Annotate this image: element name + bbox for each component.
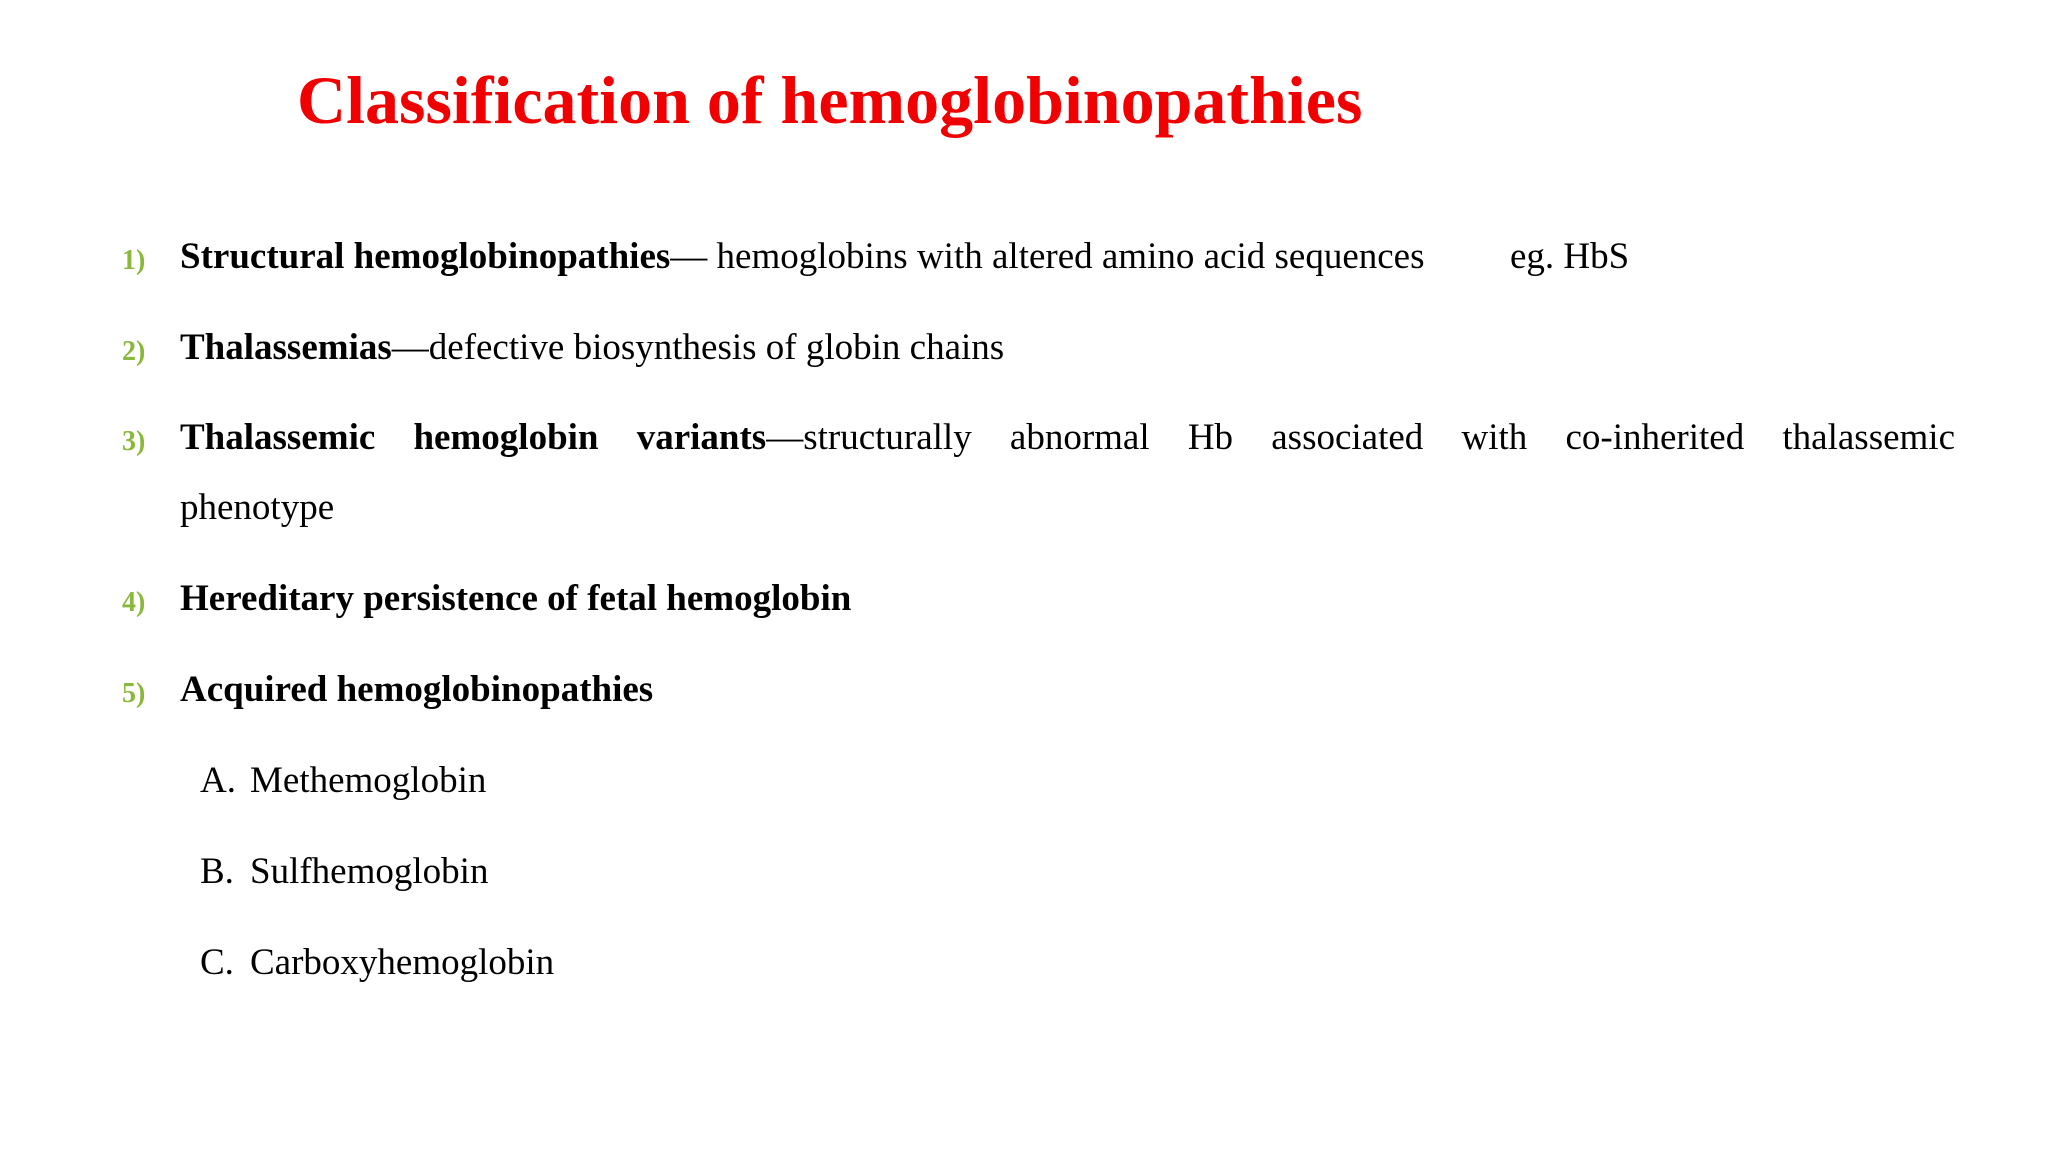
list-item-word: —structurally [766,417,972,458]
list-item-word: associated [1271,417,1424,458]
list-item-term-word: hemoglobin [413,417,599,458]
list-item-word: abnormal [1009,417,1150,458]
list-number: 5) [122,678,146,709]
list-item-word: thalassemic [1782,417,1955,458]
list-item-term-word: variants [636,417,767,458]
sub-item-label: Methemoglobin [250,760,487,801]
list-item-word: Hb [1187,417,1234,458]
list-item-term-word-group [637,418,972,458]
list-item-term: Acquired hemoglobinopathies [180,669,654,710]
list-item-term: Structural hemoglobinopathies [180,236,671,277]
list-item-text [180,328,1004,368]
list-number: 4) [122,587,146,618]
sub-item-a [200,761,486,801]
sub-item-label: Carboxyhemoglobin [250,942,555,983]
em-dash: — [391,327,429,368]
sub-item-b [200,852,488,892]
list-item-text-line-1 [180,418,1955,458]
list-item-word: with [1461,417,1528,458]
slide-title: Classification of hemoglobinopathies [297,62,1363,138]
list-number: 1) [122,245,146,276]
list-number: 3) [122,426,146,457]
sub-item-c [200,943,554,983]
sub-item-letter: B. [200,851,234,892]
list-item-term: Thalassemias [180,327,392,368]
list-item-example: eg. HbS [1510,236,1630,277]
list-item-description: defective biosynthesis of globin chains [428,327,1005,368]
sub-item-label: Sulfhemoglobin [250,851,489,892]
list-item-term: Hereditary persistence of fetal hemoglobin [180,578,852,619]
sub-item-letter: C. [200,942,234,983]
em-dash: — [670,236,708,277]
list-item-description: hemoglobins with altered amino acid sequences [707,236,1425,277]
list-item-text [180,237,1424,277]
list-item-text-line-2: phenotype [180,487,335,528]
sub-item-letter: A. [200,760,236,801]
list-item-term-word: Thalassemic [180,417,376,458]
list-number: 2) [122,336,146,367]
list-item-word: co-inherited [1565,417,1745,458]
